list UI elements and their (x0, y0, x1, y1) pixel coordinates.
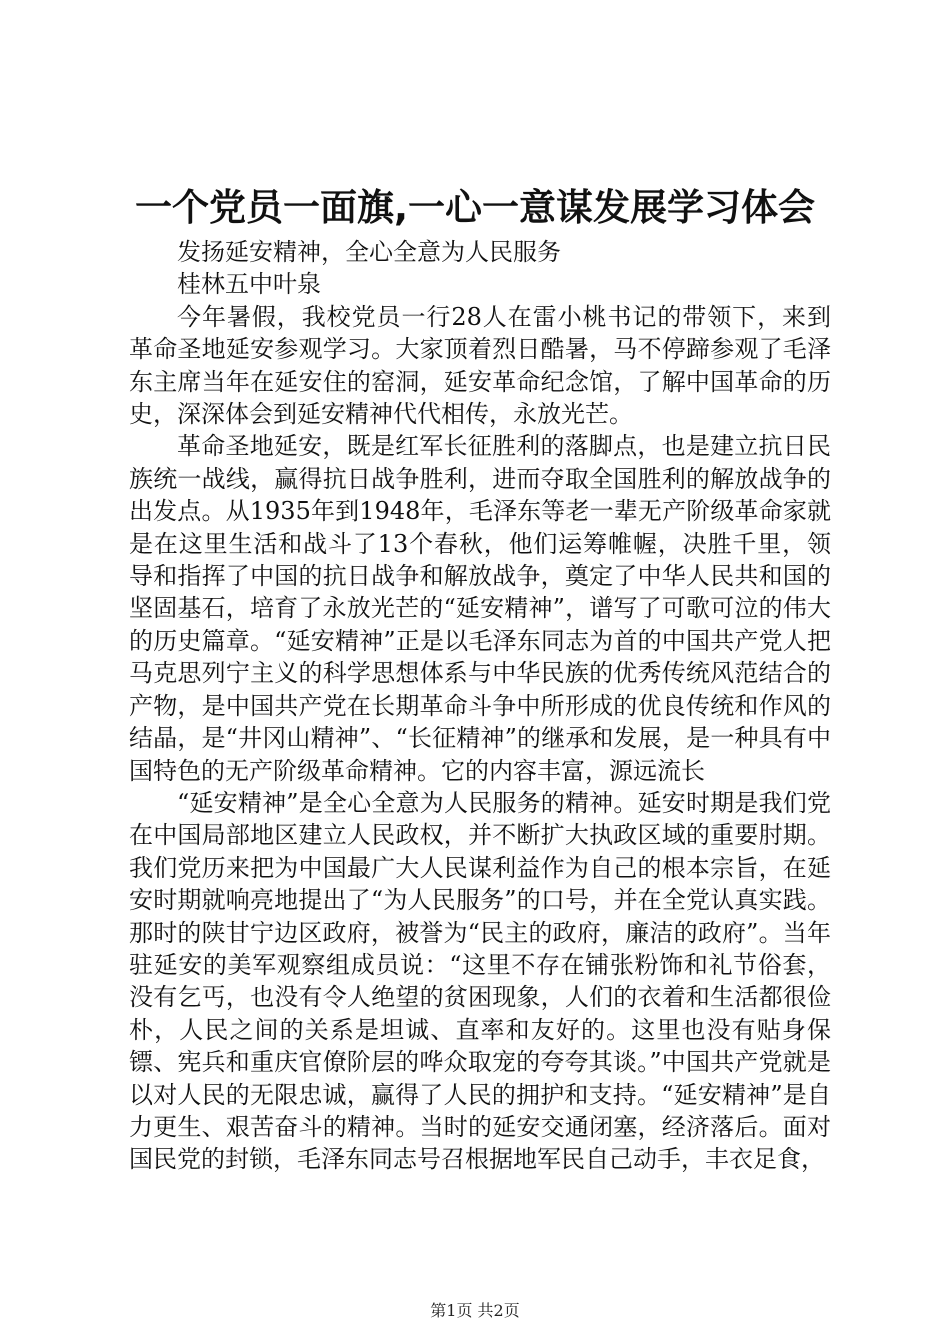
document-subtitle: 发扬延安精神，全心全意为人民服务 (177, 238, 561, 266)
page-indicator: 第1页 共2页 (430, 1301, 520, 1320)
document-title: 一个党员一面旗,一心一意谋发展学习体会 (134, 186, 816, 229)
page-footer (0, 1301, 950, 1321)
document-body (129, 236, 831, 1176)
document-author: 桂林五中叶泉 (177, 270, 321, 299)
paragraph-2: 革命圣地延安，既是红军长征胜利的落脚点，也是建立抗日民族统一战线，赢得抗日战争胜利，进而夺取全国胜利的解放战争的出发点。从1935年到1948年，毛泽东等老一辈无产阶级革命家就是在这里生活和战斗了13个春秋，他们运筹帷幄，决胜千里，领导和指挥了中国的抗日战争和解放战争，奠定了中华人民共和国的坚固基石，培育了永放光芒的“延安精神”，谱写了可歌可泣的伟大的历史篇章。“延安精神”正是以毛泽东同志为首的中国共产党人把马克思列宁主义的科学思想体系与中华民族的优秀传统风范结合的产物，是中国共产党在长期革命斗争中所形成的优良传统和作风的结晶，是“井冈山精神”、“长征精神”的继承和发展，是一种具有中国特色的无产阶级革命精神。它的内容丰富，源远流长 (129, 432, 831, 785)
paragraph-1: 今年暑假，我校党员一行28人在雷小桃书记的带领下，来到革命圣地延安参观学习。大家顶着烈日酷暑，马不停蹄参观了毛泽东主席当年在延安住的窑洞，延安革命纪念馆，了解中国革命的历史，深深体会到延安精神代代相传，永放光芒。 (129, 302, 831, 429)
paragraph-3: “延安精神”是全心全意为人民服务的精神。延安时期是我们党在中国局部地区建立人民政权，并不断扩大执政区域的重要肘期。我们党历来把为中国最广大人民谋利益作为自己的根本宗旨，在延安时期就响亮地提出了“为人民服务”的口号，并在全党认真实践。那时的陕甘宁边区政府，被誉为“民主的政府，廉洁的政府”。当年驻延安的美军观察组成员说：“这里不存在铺张粉饰和礼节俗套，没有乞丐，也没有令人绝望的贫困现象，人们的衣着和生活都很俭朴，人民之间的关系是坦诚、直率和友好的。这里也没有贴身保镖、宪兵和重庆官僚阶层的哗众取宠的夸夸其谈。”中国共产党就是以对人民的无限忠诚，赢得了人民的拥护和支持。“延安精神”是自力更生、艰苦奋斗的精神。当时的延安交通闭塞，经济落后。面对国民党的封锁，毛泽东同志号召根据地军民自己动手，丰衣足食， (129, 788, 831, 1174)
